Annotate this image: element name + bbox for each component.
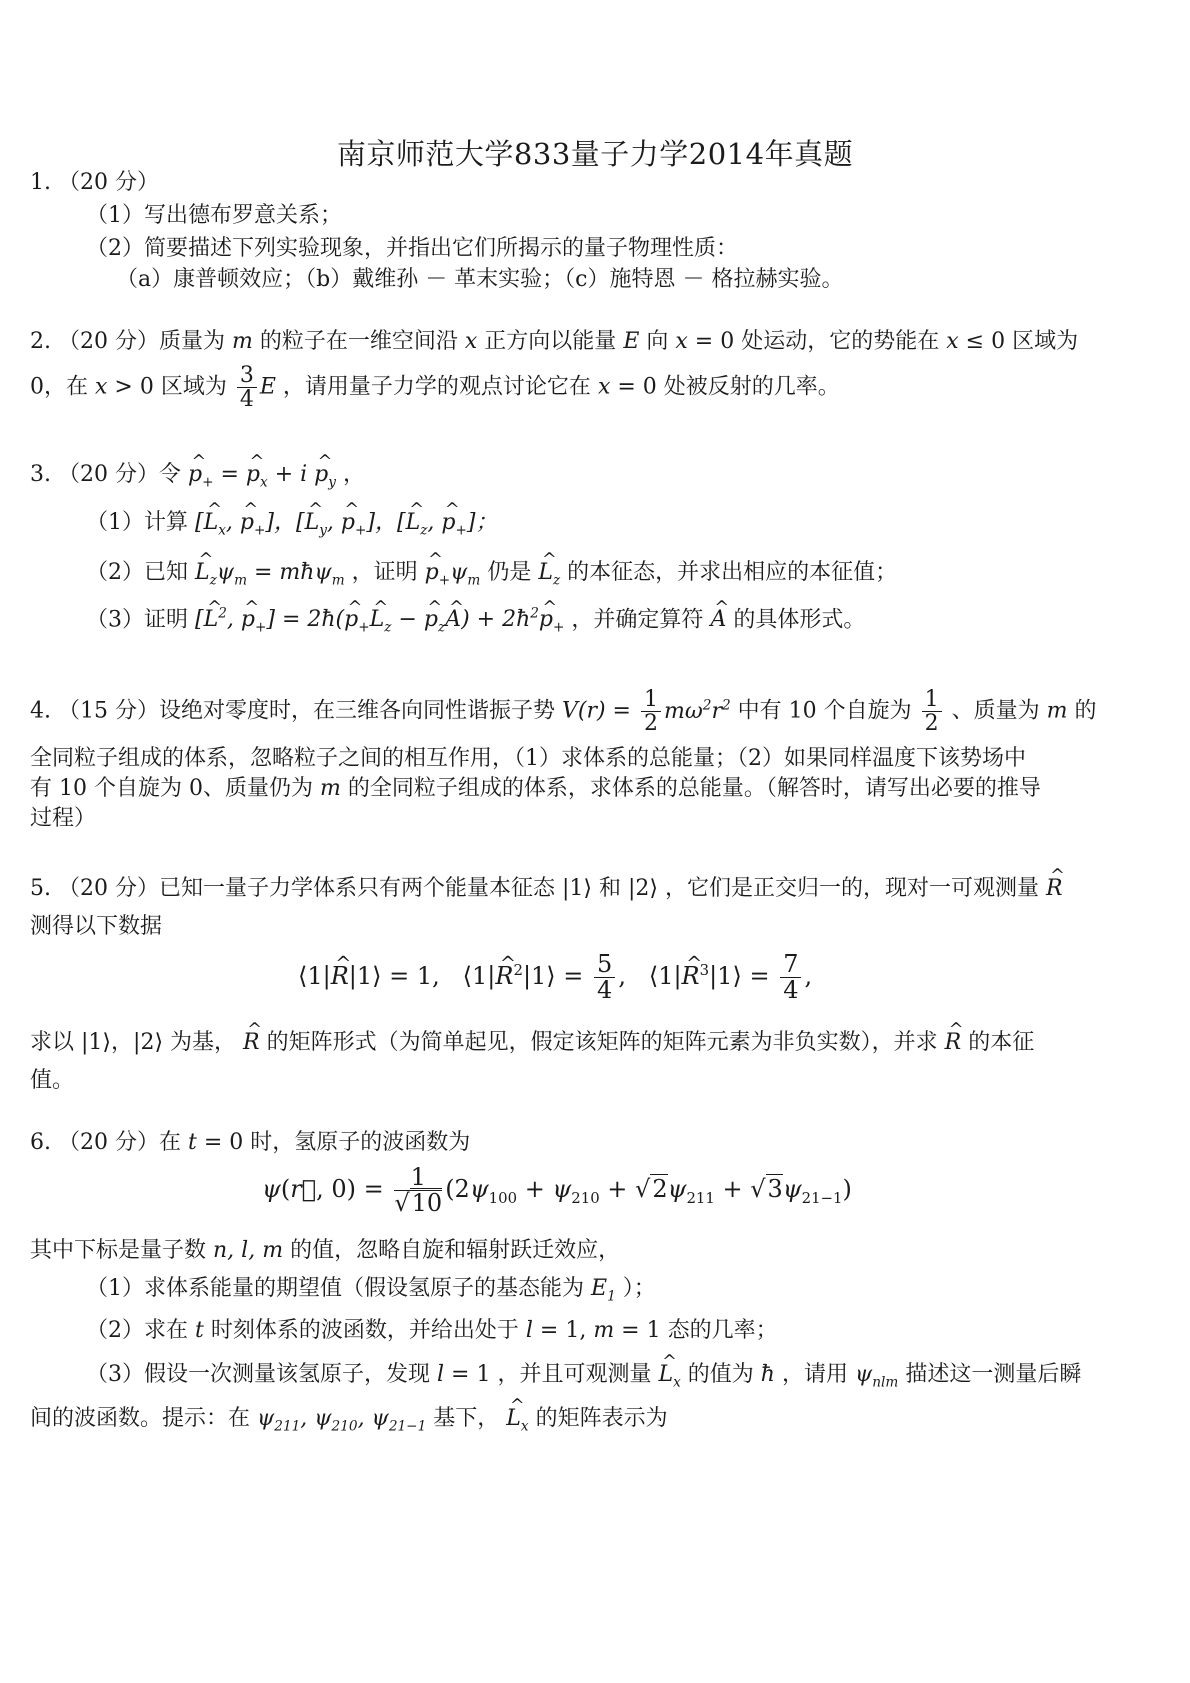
- q2-text: 2. （20 分）质量为: [30, 329, 225, 354]
- math-l-eq-1: l = 1: [437, 1362, 491, 1387]
- math-psi-nlm: $\psi_{nlm}$: [854, 1362, 899, 1391]
- q2-text: 区域为: [160, 374, 227, 400]
- math-eigen-eq: ^ $L_z\psi_m$ = mħψ$_m$: [195, 560, 345, 585]
- q1-item-1: （1）写出德布罗意关系；: [86, 203, 342, 228]
- math-lx: ^ $L_x$: [506, 1406, 528, 1431]
- q6-line-4: 间的波函数。提示：在 $\psi_{211}$, $\psi_{210}$, $\psi_{21-1}$ 基下， ^ $L_x$ 的矩阵表示为: [30, 1406, 668, 1435]
- q3-header: 3. （20 分）令 ^ $p_+$ = ^ $p_x + i$ ^ $p_y$ ，: [30, 462, 365, 491]
- math-x: x: [464, 329, 478, 354]
- q4-line-3: 有 10 个自旋为 0、质量仍为 m 的全同粒子组成的体系，求体系的总能量。（解答时，请写出必要的推导: [30, 776, 1041, 801]
- fraction: $\frac{1}{2}$: [641, 688, 661, 735]
- fraction: $\frac{1}{√10}$: [394, 1163, 443, 1218]
- q1-item-3: （a）康普顿效应；（b）戴维孙 － 革末实验；（c）施特恩 － 格拉赫实验。: [116, 267, 844, 292]
- q5-equation: ⟨1|^ R|1⟩ = 1, ⟨1|^ $R^2|1⟩$ = $\frac{5}{4}$ , ⟨1|^ $R^3|1⟩$ = $\frac{7}{4}$ ,: [298, 952, 812, 1003]
- q5-line-4: 值。: [30, 1068, 75, 1093]
- math-basis: $\psi_{211}$, $\psi_{210}$, $\psi_{21-1}$: [257, 1406, 427, 1435]
- q2-text: 0，在: [30, 374, 88, 400]
- q3-item-2: （2）已知 ^ $L_z\psi_m$ = mħψ$_m$ ，证明 ^ $p_+\psi_m$ 仍是 ^ $L_z$ 的本征态，并求出相应的本征值；: [86, 560, 897, 589]
- q5-line-1: 5. （20 分）已知一量子力学体系只有两个能量本征态 |1⟩ 和 |2⟩ ，它们是正交归一的，现对一可观测量 ^ R: [30, 876, 1063, 902]
- q6-line-2: 其中下标是量子数 n, l, m 的值，忽略自旋和辐射跃迁效应，: [30, 1238, 621, 1263]
- q2-text: 处运动，它的势能在: [741, 329, 940, 354]
- math-r-hat: ^ R: [243, 1030, 260, 1055]
- q1-item-2: （2）简要描述下列实验现象，并指出它们所揭示的量子物理性质：: [86, 236, 738, 261]
- math-lz: ^ $L_z$: [538, 560, 560, 585]
- math-ket-1: |1⟩: [81, 1030, 112, 1055]
- math-lx: ^ $L_x$: [658, 1362, 680, 1387]
- q1-header: 1. （20 分）: [30, 170, 159, 195]
- q3-item-1: （1）计算 [^ $L_x$, ^ $p_+$]，[^ $L_y$, ^ $p_+$]，[^ $L_z$, ^ $p_+$]；: [86, 510, 497, 539]
- math-l1-m1: l = 1, m = 1: [525, 1318, 661, 1343]
- q5-line-2: 测得以下数据: [30, 914, 163, 939]
- q4-line-4: 过程）: [30, 806, 97, 831]
- fraction: $\frac{1}{2}$: [922, 688, 942, 735]
- math-x-le-0: x ≤ 0: [946, 329, 1006, 354]
- math-l2-commutator: [^ $L^2$, ^ $p_+$] = 2ħ(^ $p_+\^{}$ $L_z$ − ^ $p_z\^{}$ $A) + 2ħ^2\^{}$ $p_+$: [195, 607, 564, 632]
- math-p-plus-def: ^ $p_+$ = ^ $p_x + i$ ^ $p_y$: [188, 462, 336, 487]
- math-ket-2: |2⟩: [133, 1030, 164, 1055]
- math-a-hat: ^ A: [710, 607, 726, 632]
- math-x-gt-0: x > 0: [95, 374, 154, 400]
- page-title: 南京师范大学833量子力学2014年真题: [336, 137, 854, 171]
- fraction: $\frac{3}{4}$: [237, 364, 257, 411]
- math-p-psi: ^ $p_+\psi_m$: [425, 560, 481, 585]
- math-ket-2: |2⟩: [628, 876, 658, 901]
- math-ket-1: |1⟩: [561, 876, 592, 901]
- math-m: m: [319, 776, 341, 801]
- math-hbar: ħ: [760, 1362, 775, 1387]
- math-nlm: n, l, m: [213, 1238, 284, 1263]
- q5-line-3: 求以 |1⟩，|2⟩ 为基， ^ R 的矩阵形式（为简单起见，假定该矩阵的矩阵元素为非负实数），并求 ^ R 的本征: [30, 1030, 1034, 1056]
- math-e1: $E_1$: [591, 1276, 616, 1305]
- q6-line-1: 6. （20 分）在 t = 0 时，氢原子的波函数为: [30, 1130, 471, 1155]
- math-t-eq-0: t = 0: [187, 1130, 244, 1155]
- q6-item-1: （1）求体系能量的期望值（假设氢原子的基态能为 $E_1$ ）；: [86, 1276, 656, 1305]
- math-m: m: [231, 329, 253, 354]
- math-x-eq-0: x = 0: [675, 329, 735, 354]
- math-r-hat: ^ R: [945, 1030, 962, 1055]
- q4-line-2: 全同粒子组成的体系，忽略粒子之间的相互作用，（1）求体系的总能量；（2）如果同样温度下该势场中: [30, 746, 1026, 771]
- q4-line-1: 4. （15 分）设绝对零度时，在三维各向同性谐振子势 V(r) = $\frac{1}{2}$ $m\omega^2r^2$ 中有 10 个自旋为 $\frac{1}{2}$ 、质量为 m 的: [30, 687, 1097, 737]
- math-potential: V(r) =: [561, 698, 638, 724]
- math-e: E: [259, 374, 276, 400]
- q6-item-2: （2）求在 t 时刻体系的波函数，并给出处于 l = 1, m = 1 态的几率；: [86, 1318, 778, 1343]
- q2-text: 向: [646, 329, 669, 354]
- math-e: E: [623, 329, 640, 354]
- math-m: m: [1046, 698, 1068, 724]
- math-commutators: [^ $L_x$, ^ $p_+$]，[^ $L_y$, ^ $p_+$]，[^ $L_z$, ^ $p_+$]；: [195, 510, 497, 535]
- q2-text: 正方向以能量: [484, 329, 617, 354]
- q2-line-1: [30, 329, 1078, 355]
- math-x-eq-0: x = 0: [597, 374, 657, 400]
- q3-item-3: （3）证明 [^ $L^2$, ^ $p_+$] = 2ħ(^ $p_+\^{}$ $L_z$ − ^ $p_z\^{}$ $A) + 2ħ^2\^{}$ $p_+$ ，并确定算符 ^ A 的具体形式。: [86, 606, 865, 636]
- q2-text: 区域为: [1012, 329, 1079, 354]
- fraction: $\frac{7}{4}$: [780, 952, 801, 1003]
- q6-item-3: （3）假设一次测量该氢原子，发现 l = 1 ，并且可观测量 ^ $L_x$ 的值为 ħ ，请用 $\psi_{nlm}$ 描述这一测量后瞬: [86, 1362, 1081, 1391]
- q2-text: 的粒子在一维空间沿: [259, 329, 458, 354]
- q2-text: ，请用量子力学的观点讨论它在: [282, 374, 591, 400]
- q6-wavefunction: ψ(r⃗, 0) = $\frac{1}{√10}$ $(2\psi_{100} + \psi_{210} + √2\psi_{211} + √3\psi_{21-1})$: [262, 1163, 852, 1218]
- fraction: $\frac{5}{4}$: [594, 952, 615, 1003]
- q2-line-2: [30, 364, 840, 411]
- math-r-hat: ^ R: [1046, 876, 1063, 901]
- q2-text: 处被反射的几率。: [663, 374, 840, 400]
- math-t: t: [195, 1318, 204, 1343]
- math-potential-rhs: $m\omega^2r^2$: [663, 697, 731, 724]
